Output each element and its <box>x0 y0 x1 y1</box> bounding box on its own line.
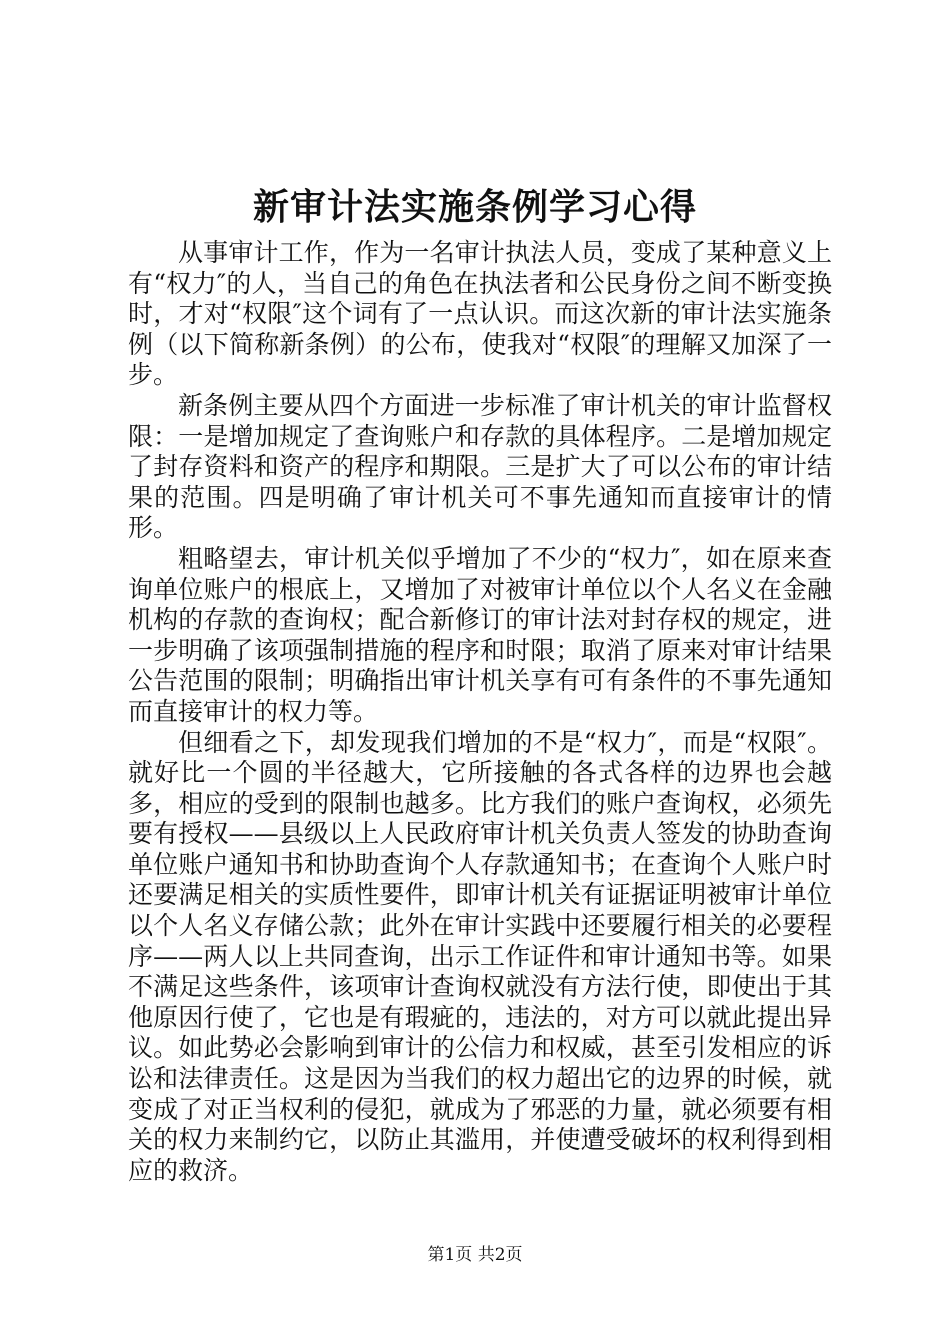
paragraph-3: 粗略望去，审计机关似乎增加了不少的“权力″，如在原来查询单位账户的根底上，又增加了对被审计单位以个人名义在金融机构的存款的查询权；配合新修订的审计法对封存权的规定，进一步明确了该项强制措施的程序和时限；取消了原来对审计结果公告范围的限制；明确指出审计机关享有可有条件的不事先通知而直接审计的权力等。 <box>128 543 832 726</box>
paragraph-2: 新条例主要从四个方面进一步标准了审计机关的审计监督权限：一是增加规定了查询账户和存款的具体程序。二是增加规定了封存资料和资产的程序和期限。三是扩大了可以公布的审计结果的范围。四是明确了审计机关可不事先通知而直接审计的情形。 <box>128 390 832 543</box>
document-body <box>128 238 832 1186</box>
paragraph-4: 但细看之下，却发现我们增加的不是“权力″，而是“权限″。就好比一个圆的半径越大，它所接触的各式各样的边界也会越多，相应的受到的限制也越多。比方我们的账户查询权，必须先要有授权——县级以上人民政府审计机关负责人签发的协助查询单位账户通知书和协助查询个人存款通知书；在查询个人账户时还要满足相关的实质性要件，即审计机关有证据证明被审计单位以个人名义存储公款；此外在审计实践中还要履行相关的必要程序——两人以上共同查询，出示工作证件和审计通知书等。如果不满足这些条件，该项审计查询权就没有方法行使，即使出于其他原因行使了，它也是有瑕疵的，违法的，对方可以就此提出异议。如此势必会影响到审计的公信力和权威，甚至引发相应的诉讼和法律责任。这是因为当我们的权力超出它的边界的时候，就变成了对正当权利的侵犯，就成为了邪恶的力量，就必须要有相关的权力来制约它，以防止其滥用，并使遭受破坏的权利得到相应的救济。 <box>128 727 832 1185</box>
page-number-footer: 第1页 共2页 <box>427 1245 523 1265</box>
document-title: 新审计法实施条例学习心得 <box>252 186 697 228</box>
paragraph-1: 从事审计工作，作为一名审计执法人员，变成了某种意义上有“权力″的人，当自己的角色在执法者和公民身份之间不断变换时，才对“权限″这个词有了一点认识。而这次新的审计法实施条例（以下简称新条例）的公布，使我对“权限″的理解又加深了一步。 <box>128 238 832 390</box>
